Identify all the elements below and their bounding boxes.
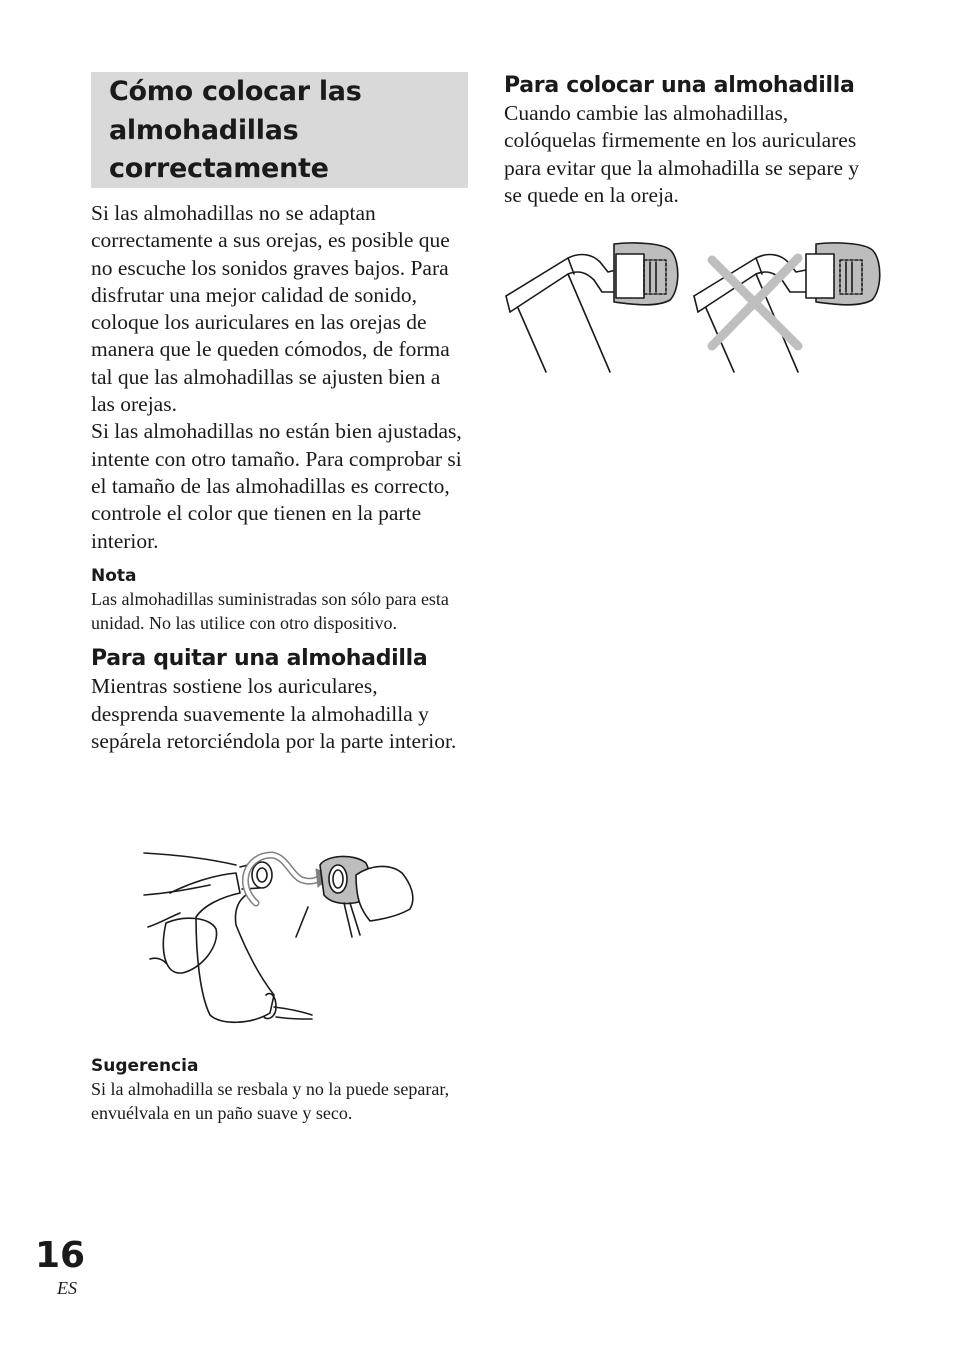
right-column — [504, 72, 874, 209]
attach-text: Cuando cambie las almohadillas, colóquelas firmemente en los auriculares para evitar que la almohadilla se separe y se quede en la oreja. — [504, 101, 860, 207]
section-title: Cómo colocar las almohadillas correctamente — [109, 76, 362, 184]
intro-paragraph-1: Si las almohadillas no se adaptan correctamente a sus orejas, es posible que no escuche los sonidos graves bajos. Para disfrutar una mejor calidad de sonido, coloque los auriculares en las orejas de manera que le queden cómodos, de forma tal que las almohadillas se ajusten bien a las orejas. — [91, 201, 450, 417]
correct-placement — [506, 243, 678, 372]
attach-tip-illustration — [506, 238, 878, 376]
note-heading: Nota — [91, 565, 137, 586]
hand-illustration — [144, 853, 236, 973]
tip-text: Si la almohadilla se resbala y no la puede separar, envuélvala en un paño suave y seco. — [91, 1079, 450, 1124]
intro-paragraph-2: Si las almohadillas no están bien ajustadas, intente con otro tamaño. Para comprobar si el tamaño de las almohadillas es correcto, controle el color que tienen en la parte interior. — [91, 419, 462, 553]
left-column — [91, 72, 468, 755]
tip-heading: Sugerencia — [91, 1056, 199, 1076]
note-text: Las almohadillas suministradas son sólo para esta unidad. No las utilice con otro dispositivo. — [91, 588, 449, 634]
attach-heading: Para colocar una almohadilla — [504, 73, 855, 98]
remove-heading: Para quitar una almohadilla — [91, 646, 428, 672]
removed-ear-tip — [296, 856, 413, 937]
page-number: 16 — [35, 1235, 86, 1276]
language-code: ES — [57, 1278, 77, 1298]
earphone-body — [170, 873, 312, 1022]
incorrect-placement — [694, 243, 880, 372]
remove-text: Mientras sostiene los auriculares, desprenda suavemente la almohadilla y sepárela retorciéndola por la parte interior. — [91, 674, 457, 754]
tip-block — [91, 1055, 468, 1126]
section-title-box — [91, 72, 468, 188]
cross-mark — [712, 258, 798, 346]
remove-tip-illustration — [140, 845, 430, 1030]
